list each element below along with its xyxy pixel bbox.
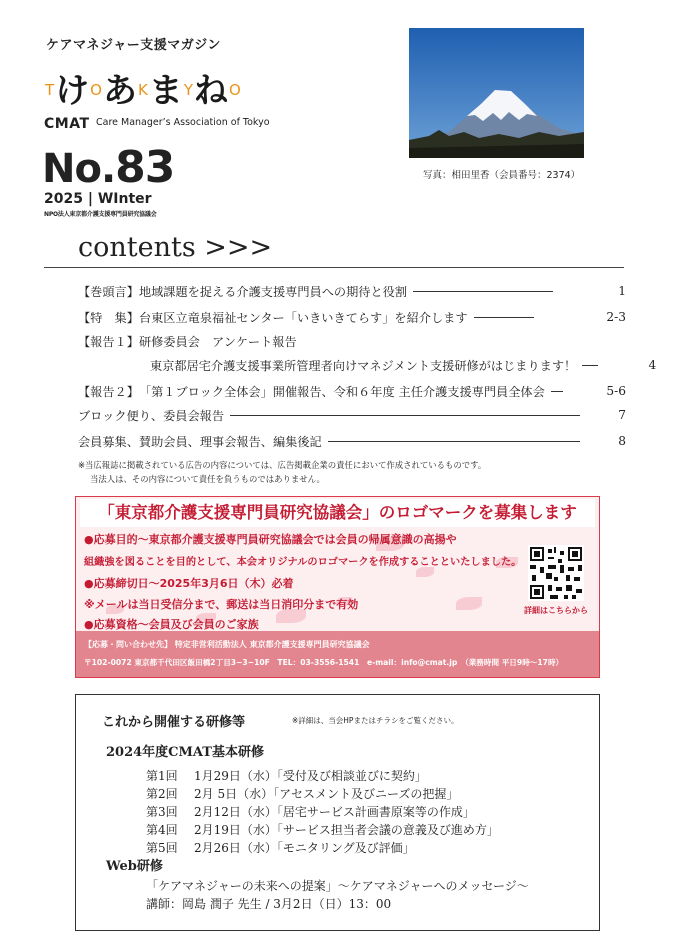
disclaimer-line-1: ※当広報誌に掲載されている広告の内容については、広告掲載企業の責任において作成されているものです。 <box>78 460 487 470</box>
training-note: ※詳細は、当会HPまたはチラシをご覧ください。 <box>292 716 459 725</box>
footer-contact: 【応募・問い合わせ先】 特定非営利活動法人 東京都介護支援専門員研究協議会 <box>84 640 370 649</box>
session-number: 第2回 <box>146 787 178 801</box>
logo-char: Y <box>183 81 193 99</box>
cover-photo-mount-fuji <box>409 28 584 158</box>
toc-page: 1 <box>618 284 626 298</box>
toc-title: 台東区立竜泉福祉センター「いきいきてらす」を紹介します <box>138 310 468 325</box>
logo-char: ま <box>148 71 183 111</box>
toc-row[interactable] <box>78 432 626 450</box>
session-date: 2月 5日（水） <box>194 787 274 801</box>
petal-decoration <box>416 567 434 577</box>
banner-purpose: ●応募目的〜東京都介護支援専門員研究協議会では会員の帰属意識の高揚や <box>84 533 457 546</box>
training-session <box>146 821 499 838</box>
issue-number-value: 83 <box>115 142 175 193</box>
magazine-subtitle: ケアマネジャー支援マガジン <box>46 38 221 53</box>
session-number: 第4回 <box>146 823 178 837</box>
contents-divider <box>44 267 624 268</box>
logo-char: ね <box>194 71 228 111</box>
org-english-name: Care Manager’s Association of Tokyo <box>96 117 270 128</box>
basic-training-heading: 2024年度CMAT基本研修 <box>106 745 264 760</box>
logo-char: T <box>45 81 55 99</box>
training-session <box>146 839 415 856</box>
toc-row[interactable] <box>78 282 626 300</box>
footer-address: 〒102-0072 東京都千代田区飯田橋2丁目3−3−10F TEL：03-3556-1541 e-mail：info@cmat.jp （業務時間 平日9時〜17時） <box>84 658 564 667</box>
petal-decoration <box>456 597 482 610</box>
toc-leader <box>582 365 598 366</box>
org-abbreviation: CMAT <box>44 116 90 132</box>
session-topic: 「居宅サービス計画書原案等の作成」 <box>276 805 475 819</box>
toc-leader <box>230 415 580 416</box>
toc-row[interactable] <box>78 308 626 326</box>
contents-heading: contents >>> <box>78 232 273 263</box>
session-topic: 「受付及び相談並びに契約」 <box>276 769 427 783</box>
banner-deadline-note: ※メールは当日受信分まで、郵送は当日消印分まで有効 <box>84 598 359 611</box>
web-training-lecturer: 講師：岡島 潤子 先生 / 3月2日（日）13：00 <box>146 897 392 911</box>
session-topic: 「サービス担当者会議の意義及び進め方」 <box>276 823 499 837</box>
banner-footer <box>76 631 599 677</box>
web-training-heading: Web研修 <box>106 859 163 874</box>
issue-number <box>42 142 175 193</box>
training-session <box>146 767 427 784</box>
logo-char: O <box>229 81 241 99</box>
training-session <box>146 785 458 802</box>
banner-purpose-cont: 組織強を図ることを目的として、本会オリジナルのロゴマークを作成することといたしました。 <box>84 557 522 568</box>
toc-page: 4 <box>648 358 657 372</box>
toc-leader <box>328 441 580 442</box>
session-date: 2月26日（水） <box>194 841 277 855</box>
logo-char: け <box>55 71 90 111</box>
toc-title: ブロック便り、委員会報告 <box>78 408 225 423</box>
training-title: これから開催する研修等 <box>102 715 246 730</box>
session-date: 2月12日（水） <box>194 805 277 819</box>
toc-row[interactable] <box>150 356 657 374</box>
session-date: 1月29日（水） <box>194 769 277 783</box>
banner-eligibility: ●応募資格〜会員及び会員のご家族 <box>84 618 259 631</box>
session-topic: 「アセスメント及びニーズの把握」 <box>273 787 459 801</box>
npo-name: NPO法人東京都介護支援専門員研究協議会 <box>44 211 157 218</box>
toc-title: 地域課題を捉える介護支援専門員への期待と役割 <box>138 284 408 299</box>
photo-caption: 写真：相田里香（会員番号：2374） <box>423 170 581 181</box>
ad-disclaimer <box>78 458 486 486</box>
toc-title: 研修委員会 アンケート報告 <box>138 334 297 349</box>
session-date: 2月19日（水） <box>194 823 277 837</box>
web-training-title: 「ケアマネジャーの未来への提案」〜ケアマネジャーへのメッセージ〜 <box>146 879 529 893</box>
issue-date: 2025 | WInter <box>44 191 152 207</box>
toc-title: 東京都居宅介護支援事業所管理者向けマネジメント支援研修がはじまります！ <box>150 358 577 373</box>
toc-page: 8 <box>618 434 626 448</box>
toc-page: 2-3 <box>606 310 626 324</box>
toc-page: 5-6 <box>606 384 626 398</box>
issue-prefix: No. <box>42 146 116 192</box>
training-session <box>146 803 475 820</box>
toc-page: 7 <box>618 408 626 422</box>
logo-char: O <box>90 81 102 99</box>
upcoming-training-box <box>75 694 600 931</box>
toc-leader <box>413 291 553 292</box>
toc-tag: 【報告１】 <box>78 334 139 349</box>
toc-leader <box>474 317 534 318</box>
magazine-logo <box>44 60 242 111</box>
logo-contest-banner[interactable] <box>75 496 600 678</box>
qr-code[interactable] <box>528 545 584 601</box>
toc-tag: 【特 集】 <box>78 310 139 325</box>
logo-char: K <box>137 81 148 99</box>
toc-row[interactable] <box>78 406 626 424</box>
toc-title: 会員募集、賛助会員、理事会報告、編集後記 <box>78 434 322 449</box>
qr-label[interactable]: 詳細はこちらから <box>524 606 588 615</box>
toc-leader <box>551 391 563 392</box>
banner-deadline: ●応募締切日〜2025年3月6日（木）必着 <box>84 577 294 590</box>
toc-tag: 【巻頭言】 <box>78 284 139 299</box>
logo-char: あ <box>102 71 137 111</box>
banner-title: 「東京都介護支援専門員研究協議会」のロゴマークを募集します <box>80 499 595 527</box>
session-number: 第5回 <box>146 841 178 855</box>
toc-row[interactable] <box>78 382 626 400</box>
session-number: 第3回 <box>146 805 178 819</box>
toc-tag: 【報告２】 <box>78 384 139 399</box>
session-topic: 「モニタリング及び評価」 <box>276 841 415 855</box>
disclaimer-line-2: 当法人は、その内容について責任を負うものではありません。 <box>90 474 325 484</box>
toc-title: 「第１ブロック全体会」開催報告、令和６年度 主任介護支援専門員全体会 <box>138 384 545 399</box>
session-number: 第1回 <box>146 769 178 783</box>
toc-row[interactable] <box>78 332 626 350</box>
